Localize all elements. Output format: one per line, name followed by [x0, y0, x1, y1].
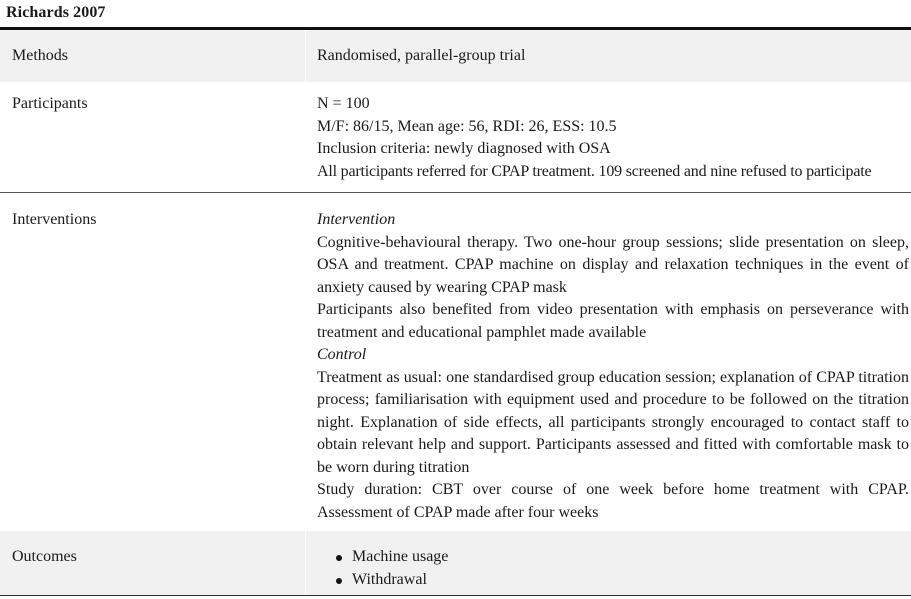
column-divider [305, 30, 306, 82]
control-description: Treatment as usual: one standardised group education session; explanation of CPAP titration process; familiarisation with equipment used and procedure to be followed on the titration night. Explanation of side effects, all participants strongly encouraged to contact staff to obtain relevant help and support. Participants assessed and fitted with comfortable mask to be worn during titration [317, 368, 909, 476]
bullet-icon [336, 555, 342, 561]
outcome-text: Machine usage [352, 548, 449, 565]
intervention-heading: Intervention [317, 211, 396, 228]
participants-line: N = 100 [317, 95, 370, 112]
participants-line: All participants referred for CPAP treatment. 109 screened and nine refused to participate [317, 162, 872, 180]
methods-label: Methods [12, 47, 68, 64]
methods-text: Randomised, parallel-group trial [317, 47, 526, 64]
intervention-video-note: Participants also benefited from video presentation with emphasis on perseverance with treatment and educational pamphlet made available [317, 301, 909, 341]
table-title: Richards 2007 [6, 4, 106, 21]
outcome-text: Withdrawal [352, 570, 427, 588]
list-item [317, 569, 909, 592]
outcomes-cell [317, 546, 909, 591]
intervention-description: Cognitive-behavioural therapy. Two one-hour group sessions; slide presentation on sleep, OSA and treatment. CPAP machine on display and relaxation techniques in the event of anxiety caused by wearing CPAP mask [317, 233, 909, 296]
study-duration: Study duration: CBT over course of one week before home treatment with CPAP. Assessment of CPAP made after four weeks [317, 481, 909, 521]
bullet-icon [336, 578, 342, 584]
participants-cell [317, 93, 911, 183]
interventions-cell [317, 209, 909, 524]
outcomes-label: Outcomes [12, 548, 77, 565]
list-item [317, 546, 909, 569]
control-heading: Control [317, 346, 367, 363]
participants-line: Inclusion criteria: newly diagnosed with OSA [317, 140, 611, 157]
interventions-label: Interventions [12, 211, 97, 228]
outcomes-list [317, 546, 909, 591]
column-divider [305, 531, 306, 595]
row-divider [0, 192, 911, 193]
bottom-rule [0, 595, 911, 596]
participants-line: M/F: 86/15, Mean age: 56, RDI: 26, ESS: 10.5 [317, 117, 617, 135]
participants-label: Participants [12, 95, 88, 112]
